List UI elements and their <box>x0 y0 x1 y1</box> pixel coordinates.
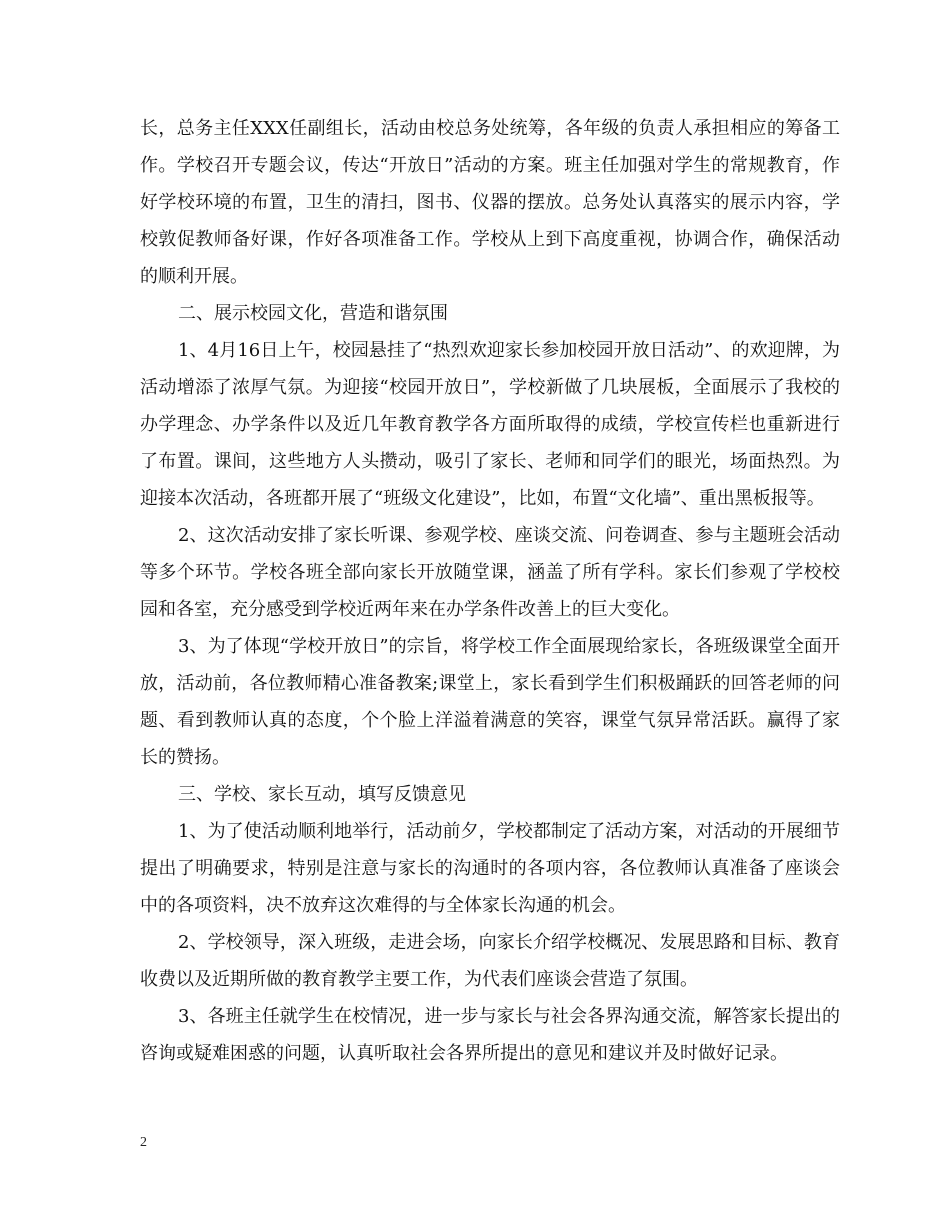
section-heading-2: 二、展示校园文化，营造和谐氛围 <box>178 303 448 324</box>
paragraph: 1、为了使活动顺利地举行，活动前夕，学校都制定了活动方案，对活动的开展细节提出了明确要求，特别是注意与家长的沟通时的各项内容，各位教师认真准备了座谈会中的各项资料，决不放弃这次难得的与全体家长沟通的机会。 <box>140 821 840 916</box>
page-number: 2 <box>140 1135 147 1150</box>
paragraph: 2、这次活动安排了家长听课、参观学校、座谈交流、问卷调查、参与主题班会活动等多个环节。学校各班全部向家长开放随堂课，涵盖了所有学科。家长们参观了学校校园和各室，充分感受到学校近两年来在办学条件改善上的巨大变化。 <box>140 525 840 620</box>
paragraph: 2、学校领导，深入班级，走进会场，向家长介绍学校概况、发展思路和目标、教育收费以及近期所做的教育教学主要工作，为代表们座谈会营造了氛围。 <box>140 932 840 990</box>
paragraph: 1、4月16日上午，校园悬挂了“热烈欢迎家长参加校园开放日活动”、的欢迎牌，为活动增添了浓厚气氛。为迎接“校园开放日”，学校新做了几块展板，全面展示了我校的办学理念、办学条件以及近几年教育教学各方面所取得的成绩，学校宣传栏也重新进行了布置。课间，这些地方人头攒动，吸引了家长、老师和同学们的眼光，场面热烈。为迎接本次活动，各班都开展了“班级文化建设”，比如，布置“文化墙”、重出黑板报等。 <box>140 340 840 509</box>
paragraph-continuation: 长，总务主任XXX任副组长，活动由校总务处统筹，各年级的负责人承担相应的筹备工作。学校召开专题会议，传达“开放日”活动的方案。班主任加强对学生的常规教育，作好学校环境的布置，卫生的清扫，图书、仪器的摆放。总务处认真落实的展示内容，学校敦促教师备好课，作好各项准备工作。学校从上到下高度重视，协调合作，确保活动的顺利开展。 <box>140 118 840 287</box>
paragraph: 3、为了体现“学校开放日”的宗旨，将学校工作全面展现给家长，各班级课堂全面开放，活动前，各位教师精心准备教案;课堂上，家长看到学生们积极踊跃的回答老师的问题、看到教师认真的态度，个个脸上洋溢着满意的笑容，课堂气氛异常活跃。赢得了家长的赞扬。 <box>140 636 840 768</box>
paragraph: 3、各班主任就学生在校情况，进一步与家长与社会各界沟通交流，解答家长提出的咨询或疑难困惑的问题，认真听取社会各界所提出的意见和建议并及时做好记录。 <box>140 1006 840 1064</box>
section-heading-3: 三、学校、家长互动，填写反馈意见 <box>178 784 466 805</box>
document-body <box>140 110 840 1072</box>
